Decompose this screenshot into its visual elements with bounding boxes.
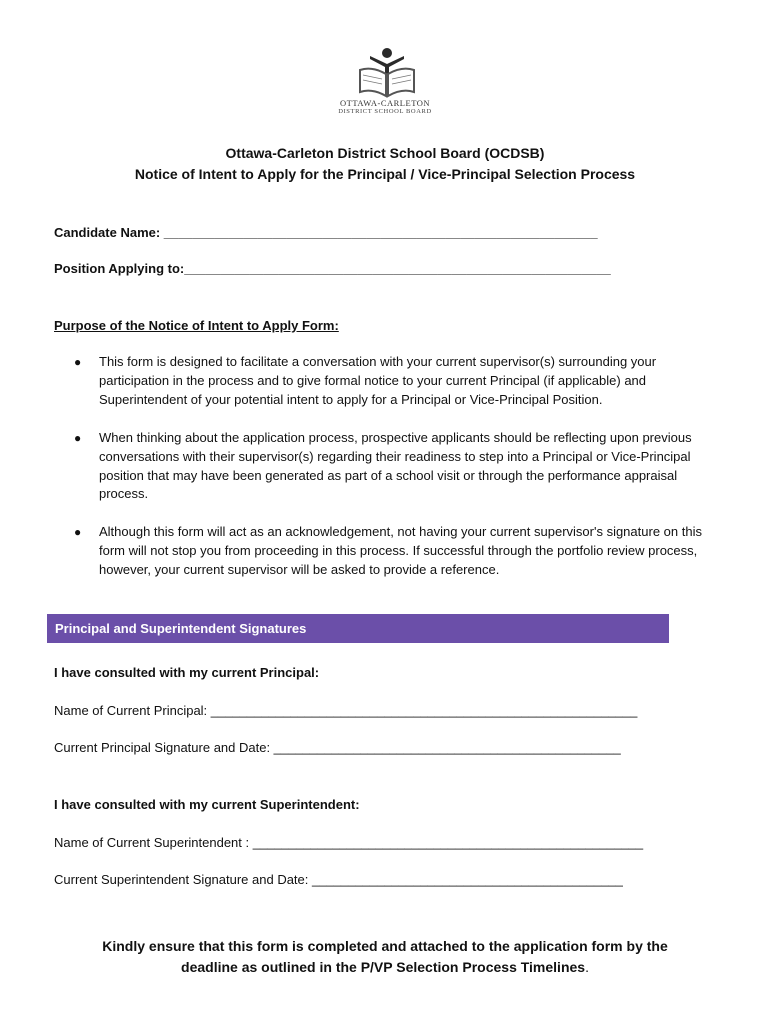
- logo-name-line2: DISTRICT SCHOOL BOARD: [338, 108, 432, 115]
- position-applying-field[interactable]: Position Applying to:___________________________________________________________: [54, 261, 611, 276]
- open-book-person-icon: [342, 44, 432, 100]
- principal-name-field[interactable]: Name of Current Principal: ___________________________________________________________: [54, 703, 638, 718]
- superintendent-consult-heading: I have consulted with my current Superintendent:: [54, 797, 360, 812]
- bullet-icon: ●: [74, 355, 82, 369]
- closing-line-2-wrap: [60, 957, 710, 978]
- candidate-name-field[interactable]: Candidate Name: ____________________________________________________________: [54, 225, 598, 240]
- logo-name-line1: OTTAWA-CARLETON: [339, 98, 431, 108]
- bullet-icon: ●: [74, 525, 82, 539]
- bullet-icon: ●: [74, 431, 82, 445]
- superintendent-signature-field[interactable]: Current Superintendent Signature and Date: ___________________________________________: [54, 872, 623, 887]
- principal-consult-heading: I have consulted with my current Principal:: [54, 665, 320, 680]
- signatures-banner-title: Principal and Superintendent Signatures: [55, 621, 307, 636]
- document-title: Ottawa-Carleton District School Board (OCDSB): [225, 145, 545, 161]
- closing-line-1: Kindly ensure that this form is completed and attached to the application form by the: [102, 938, 668, 954]
- closing-period: .: [585, 959, 589, 975]
- purpose-heading: Purpose of the Notice of Intent to Apply Form:: [54, 318, 339, 333]
- signatures-banner: [47, 614, 669, 643]
- superintendent-name-field[interactable]: Name of Current Superintendent : ______________________________________________________: [54, 835, 644, 850]
- purpose-bullet-2: When thinking about the application process, prospective applicants should be reflecting upon previous conversations with their supervisor(s) regarding their readiness to step into a Principal or Vice-Principal position that may have been generated as part of a school visit or through the performance appraisal process.: [99, 430, 692, 502]
- document-subtitle: Notice of Intent to Apply for the Principal / Vice-Principal Selection Process: [134, 166, 636, 182]
- purpose-bullet-1: This form is designed to facilitate a conversation with your current supervisor(s) surrounding your participation in the process and to give formal notice to your current Principal (if applicable) and Superintendent of your potential intent to apply for a Principal or Vice-Principal Position.: [99, 354, 657, 407]
- closing-line-2: deadline as outlined in the P/VP Selection Process Timelines: [181, 959, 586, 975]
- principal-signature-field[interactable]: Current Principal Signature and Date: ________________________________________________: [54, 740, 621, 755]
- closing-note: [60, 936, 710, 978]
- purpose-bullet-3: Although this form will act as an acknowledgement, not having your current supervisor's signature on this form will not stop you from proceeding in this process. If successful through the portfolio review process, however, your current supervisor will be asked to provide a reference.: [99, 524, 702, 577]
